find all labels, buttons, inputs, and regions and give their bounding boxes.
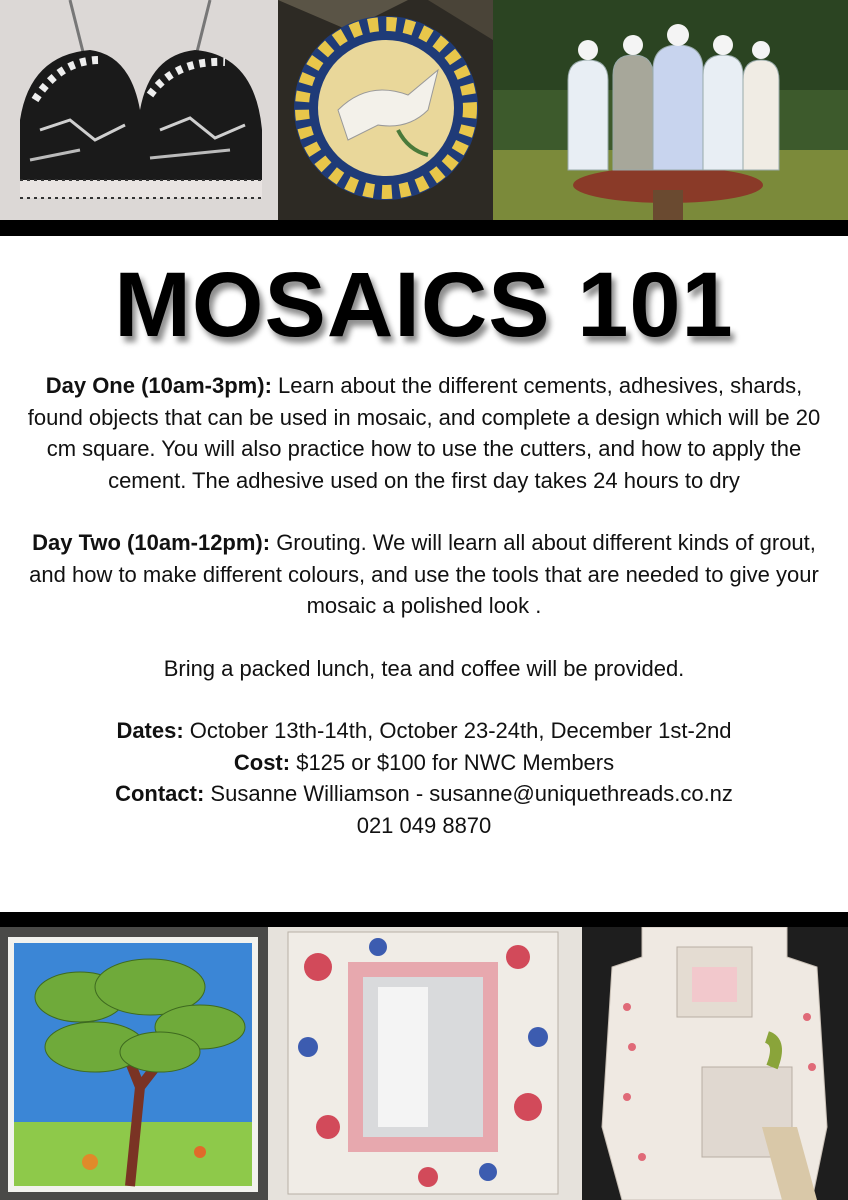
- dates-line: [24, 715, 824, 747]
- day-two-paragraph: [24, 527, 824, 622]
- photo-mosaic-apron: [582, 927, 848, 1200]
- cost-line: [24, 747, 824, 779]
- page-title: MOSAICS 101: [114, 254, 734, 356]
- dates-value: October 13th-14th, October 23-24th, December 1st-2nd: [183, 718, 732, 743]
- photo-mosaic-dove: [278, 0, 493, 220]
- top-divider-bar: [0, 220, 848, 236]
- dates-label: Dates:: [116, 718, 184, 743]
- bottom-divider-bar: [0, 912, 848, 927]
- day-two-text: Grouting. We will learn all about different kinds of grout, and how to make different colours, and use the tools that are needed to give your mosaic a polished look .: [29, 530, 819, 618]
- day-one-paragraph: [24, 370, 824, 496]
- day-one-label: Day One (10am-3pm):: [45, 373, 272, 398]
- photo-mosaic-tree: [0, 927, 268, 1200]
- photo-mosaic-bra: [0, 0, 278, 220]
- phone-number: 021 049 8870: [356, 812, 492, 838]
- contact-label: Contact:: [115, 781, 205, 806]
- day-two-label: Day Two (10am-12pm):: [32, 530, 271, 555]
- top-photo-row: [0, 0, 848, 220]
- photo-mosaic-mirror: [268, 927, 582, 1200]
- bottom-photo-row: [0, 927, 848, 1200]
- contact-line: [24, 778, 824, 810]
- workshop-details: [24, 370, 824, 841]
- lunch-note: Bring a packed lunch, tea and coffee will be provided.: [163, 655, 685, 681]
- contact-value: Susanne Williamson - susanne@uniquethreads.co.nz: [204, 781, 733, 806]
- cost-label: Cost:: [233, 749, 291, 775]
- cost-value: $125 or $100 for NWC Members: [290, 749, 615, 775]
- day-one-text: Learn about the different cements, adhesives, shards, found objects that can be used in mosaic, and complete a design which will be 20 cm square. You will also practice how to use the cutters, and how to apply the cement. The adhesive used on the first day takes 24 hours to dry: [27, 373, 821, 493]
- photo-mosaic-figures: [493, 0, 848, 220]
